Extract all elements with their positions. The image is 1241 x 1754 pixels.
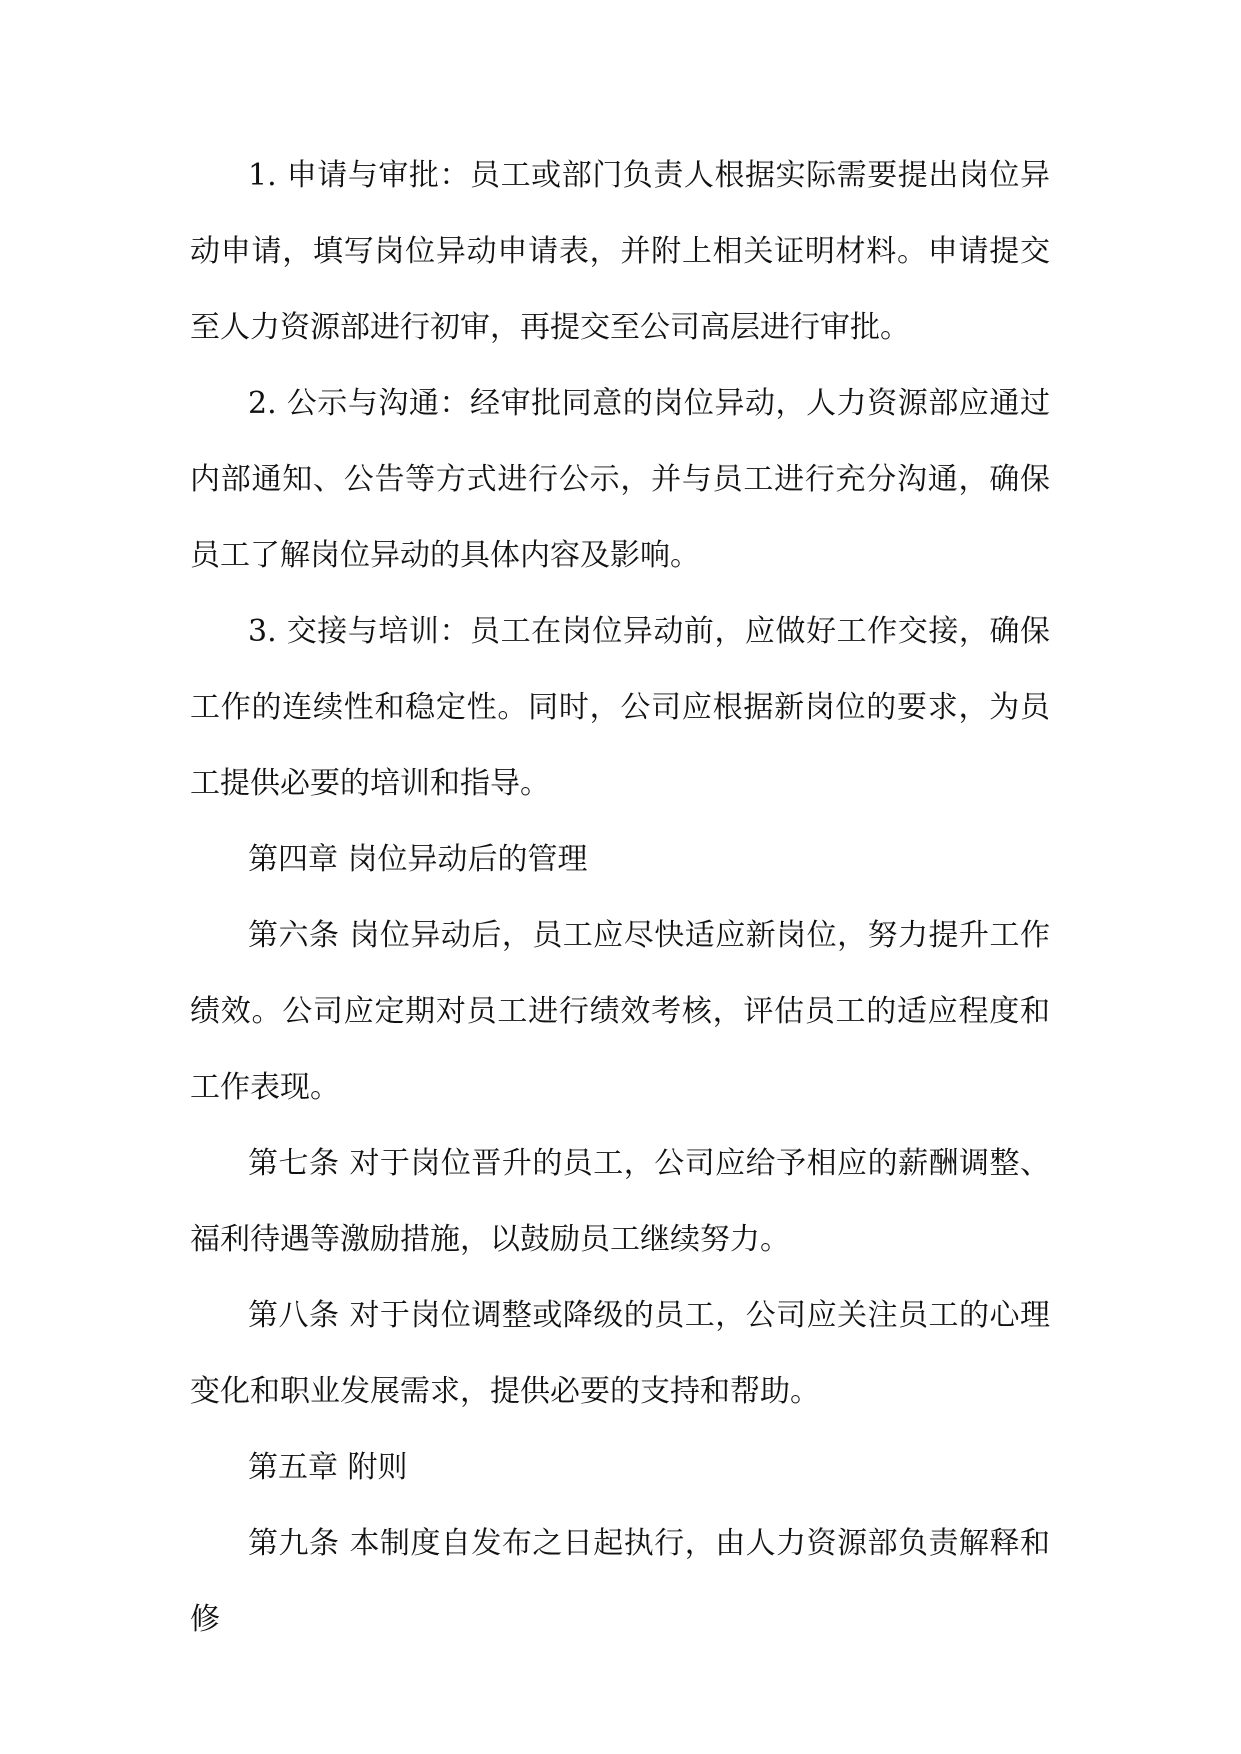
article-7: 第七条 对于岗位晋升的员工，公司应给予相应的薪酬调整、福利待遇等激励措施，以鼓励员工继续努力。 [190, 1146, 1050, 1257]
article-6: 第六条 岗位异动后，员工应尽快适应新岗位，努力提升工作绩效。公司应定期对员工进行绩效考核，评估员工的适应程度和工作表现。 [190, 918, 1050, 1105]
paragraph-step-2-publicity: 2. 公示与沟通：经审批同意的岗位异动，人力资源部应通过内部通知、公告等方式进行公示，并与员工进行充分沟通，确保员工了解岗位异动的具体内容及影响。 [190, 386, 1050, 573]
article-8: 第八条 对于岗位调整或降级的员工，公司应关注员工的心理变化和职业发展需求，提供必要的支持和帮助。 [190, 1298, 1050, 1409]
chapter-4-heading: 第四章 岗位异动后的管理 [248, 842, 588, 877]
article-9: 第九条 本制度自发布之日起执行，由人力资源部负责解释和修 [190, 1526, 1050, 1637]
paragraph-step-1-application: 1. 申请与审批：员工或部门负责人根据实际需要提出岗位异动申请，填写岗位异动申请表，并附上相关证明材料。申请提交至人力资源部进行初审，再提交至公司高层进行审批。 [190, 158, 1050, 345]
paragraph-step-3-handover: 3. 交接与培训：员工在岗位异动前，应做好工作交接，确保工作的连续性和稳定性。同时，公司应根据新岗位的要求，为员工提供必要的培训和指导。 [190, 614, 1050, 801]
document-body [190, 138, 1050, 1658]
chapter-5-heading: 第五章 附则 [248, 1450, 408, 1485]
